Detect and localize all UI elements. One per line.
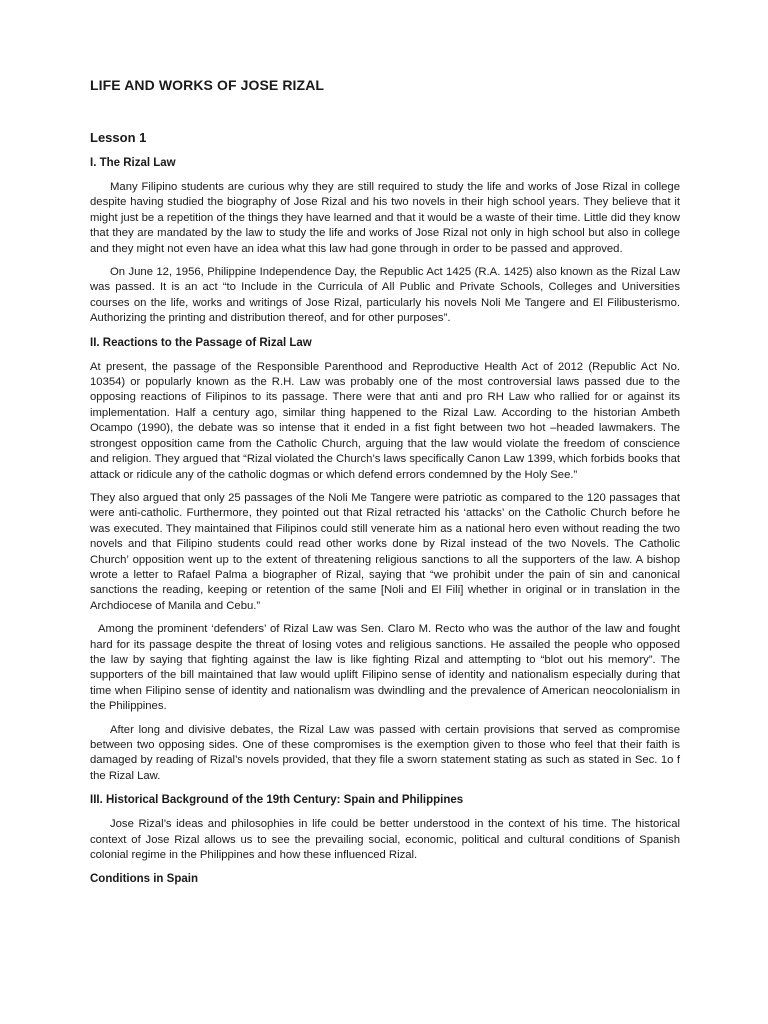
section-heading-rizal-law: I. The Rizal Law xyxy=(90,157,176,169)
paragraph: They also argued that only 25 passages of the Noli Me Tangere were patriotic as compared to the 120 passages that were anti-catholic. Furthermore, they pointed out that Rizal retracted his ‘attacks’ on the Catholic Church before he was executed. They maintained that Filipinos could still venerate him as a national hero even without reading the two novels and that Filipino students could read other works done by Rizal instead of the two Novels. The Catholic Church’ opposition went up to the extent of threatening religious sanctions to all the supporters of the law. A bishop wrote a letter to Rafael Palma a biographer of Rizal, saying that “we prohibit under the pain of sin and canonical sanctions the reading, keeping or retention of the same [Noli and El Fili] whether in original or in translation in the Archdiocese of Manila and Cebu.” xyxy=(90,491,680,612)
paragraph: After long and divisive debates, the Rizal Law was passed with certain provisions that served as compromise between two opposing sides. One of these compromises is the exemption given to those who feel that their faith is damaged by reading of Rizal’s novels provided, that they file a sworn statement stating as such as stated in Sec. 1o f the Rizal Law. xyxy=(90,723,680,782)
paragraph: Many Filipino students are curious why they are still required to study the life and works of Jose Rizal in college despite having studied the biography of Jose Rizal and his two novels in their high school years. They believe that it might just be a repetition of the things they have learned and that it would be a waste of their time. Little did they know that they are mandated by the law to study the life and works of Jose Rizal not only in high school but also in college and they might not even have an idea what this law had gone through in order to be passed and approved. xyxy=(90,181,680,255)
paragraph: Jose Rizal’s ideas and philosophies in life could be better understood in the context of his time. The historical context of Jose Rizal allows us to see the prevailing social, economic, political and cultural conditions of Spanish colonial regime in the Philippines and how these influenced Rizal. xyxy=(90,818,680,862)
paragraph: On June 12, 1956, Philippine Independence Day, the Republic Act 1425 (R.A. 1425) also known as the Rizal Law was passed. It is an act “to Include in the Curricula of All Public and Private Schools, Colleges and Universities courses on the life, works and writings of Jose Rizal, particularly his novels Noli Me Tangere and El Filibusterismo. Authorizing the printing and distribution thereof, and for other purposes”. xyxy=(90,266,680,325)
document-body xyxy=(90,155,680,896)
lesson-heading: Lesson 1 xyxy=(90,130,147,145)
section-heading-conditions-in-spain: Conditions in Spain xyxy=(90,873,198,886)
section-heading-reactions: II. Reactions to the Passage of Rizal Law xyxy=(90,336,312,349)
document-title: LIFE AND WORKS OF JOSE RIZAL xyxy=(90,77,325,93)
paragraph: At present, the passage of the Responsible Parenthood and Reproductive Health Act of 2012 (Republic Act No. 10354) or popularly known as the R.H. Law was probably one of the most controversial laws passed due to the opposing reactions of Filipinos to its passage. There were that anti and pro RH Law who rallied for or against its implementation. Half a century ago, similar thing happened to the Rizal Law. According to the historian Ambeth Ocampo (1990), the debate was so intense that it ended in a fist fight between two hot –headed lawmakers. The strongest opposition came from the Catholic Church, arguing that the law would violate the freedom of conscience and religion. They argued that “Rizal violated the Church’s laws specifically Canon Law 1399, which forbids books that attack or ridicule any of the catholic dogmas or which defend errors condemned by the Holy See.” xyxy=(90,360,680,481)
section-heading-historical-background: III. Historical Background of the 19th Century: Spain and Philippines xyxy=(90,794,464,807)
paragraph: Among the prominent ‘defenders’ of Rizal Law was Sen. Claro M. Recto who was the author of the law and fought hard for its passage despite the threat of losing votes and religious sanctions. He assailed the people who opposed the law by saying that fighting against the law is like fighting Rizal and attempting to “blot out his memory”. The supporters of the bill maintained that law would uplift Filipino sense of identity and nationalism especially during that time when Filipino sense of identity and nationalism was dwindling and the prevalence of American neocolonialism in the Philippines. xyxy=(90,623,680,713)
